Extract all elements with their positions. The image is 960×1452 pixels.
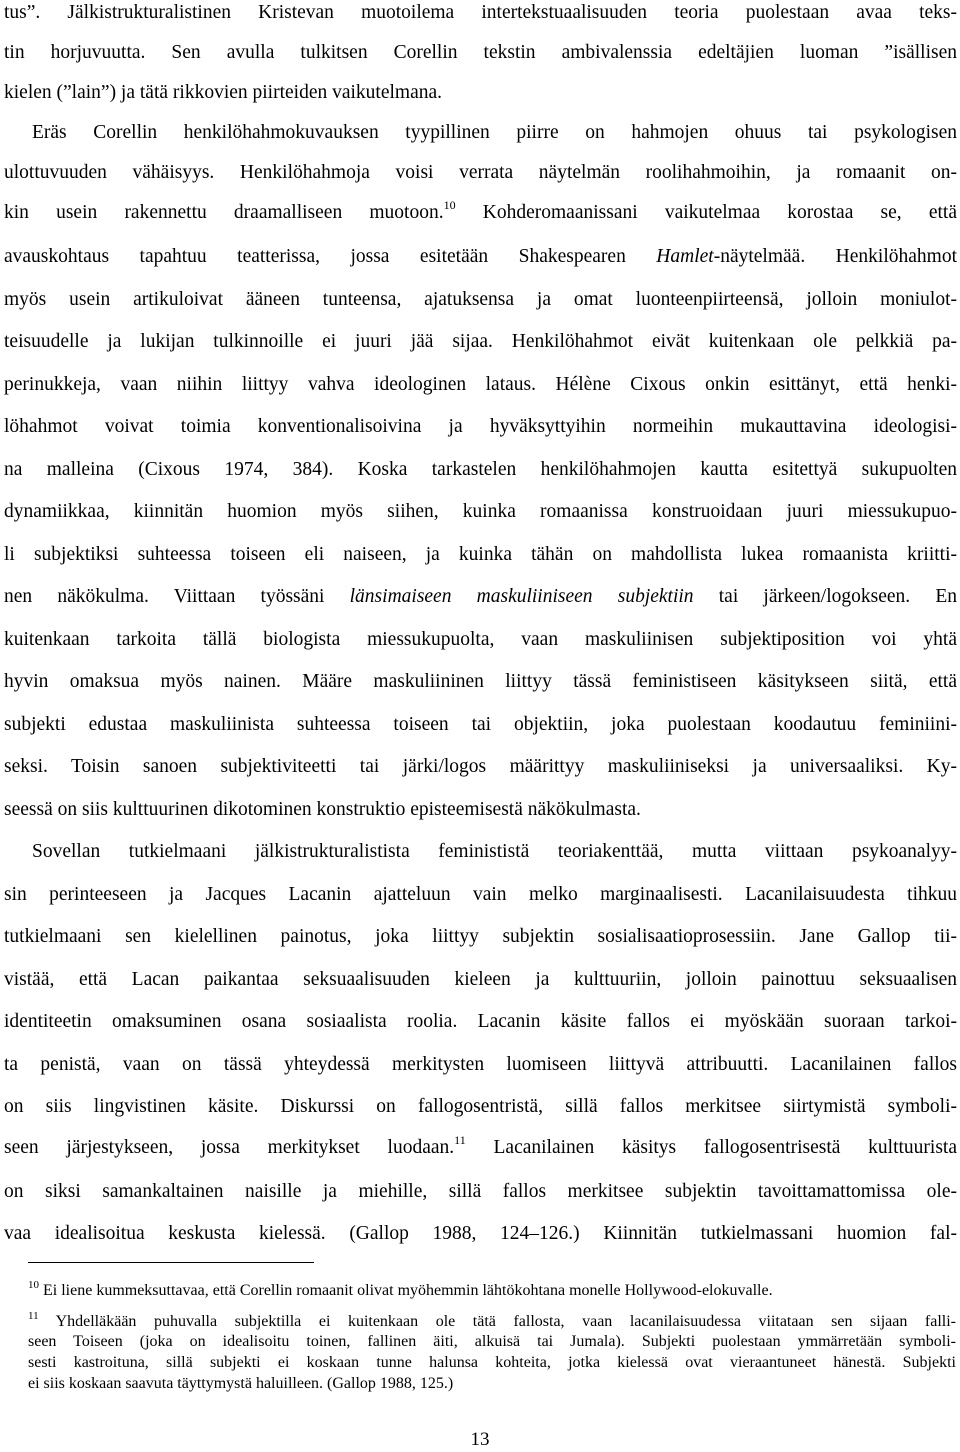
footnote-11-line: seen Toiseen (joka on idealisoitu toinen, fallinen äiti, alkuisä tai Jumala). Subjekti puolestaan ymmärretään symboli- <box>28 1333 956 1350</box>
text-line: perinukkeja, vaan niihin liittyy vahva ideologinen lataus. Hélène Cixous onkin esittänyt, että henki- <box>4 374 957 395</box>
footnote-11-line <box>28 1311 956 1332</box>
text-line: seessä on siis kulttuurinen dikotominen konstruktio episteemisestä näkökulmasta. <box>4 799 641 820</box>
text-line: teisuudelle ja lukijan tulkinnoille ei juuri jää sijaa. Henkilöhahmot eivät kuitenkaan ole pelkkiä pa- <box>4 331 957 352</box>
text-line: dynamiikkaa, kiinnitän huomion myös siihen, kuinka romaanissa konstruoidaan juuri miessukupuo- <box>4 501 957 522</box>
footnote-divider <box>28 1262 314 1263</box>
text-line: sin perinteeseen ja Jacques Lacanin ajatteluun vain melko marginaalisesti. Lacanilaisuudesta tihkuu <box>4 884 957 905</box>
text-segment: Lacanilainen käsitys fallogosentrisestä kulttuurista <box>493 1137 958 1158</box>
text-line: ta penistä, vaan on tässä yhteydessä merkitysten luomiseen liittyvä attribuutti. Lacanilainen fallos <box>4 1054 957 1075</box>
text-line: subjekti edustaa maskuliinista suhteessa toiseen tai objektiin, joka puolestaan koodautuu feminiini- <box>4 714 957 735</box>
text-line: kielen (”lain”) ja tätä rikkovien piirteiden vaikutelmana. <box>4 82 443 103</box>
text-line: na malleina (Cixous 1974, 384). Koska tarkastelen henkilöhahmojen kautta esitettyä sukupuolten <box>4 459 957 480</box>
text-line <box>4 1135 957 1160</box>
text-line: vistää, että Lacan paikantaa seksuaalisuuden kieleen ja kulttuuriin, jolloin painottuu seksuaalisen <box>4 969 957 990</box>
text-line: kuitenkaan tarkoita tällä biologista miessukupuolta, vaan maskuliinisen subjektiposition voi yhtä <box>4 629 957 650</box>
footnote-mark: 10 <box>28 1279 39 1291</box>
text-segment: seen järjestykseen, jossa merkitykset luodaan. <box>4 1137 455 1158</box>
text-segment: avauskohtaus tapahtuu teatterissa, jossa esitetään Shakespearen <box>4 246 657 267</box>
italic-term: länsimaiseen maskuliiniseen subjektiin <box>349 586 694 607</box>
text-segment: tai järkeen/logokseen. En <box>718 586 958 607</box>
text-line: tin horjuvuutta. Sen avulla tulkitsen Corellin tekstin ambivalenssia edeltäjien luoman ”isällisen <box>4 42 957 63</box>
text-line: tutkielmaani sen kielellinen painotus, joka liittyy subjektin sosialisaatioprosessiin. Jane Gallop tii- <box>4 926 957 947</box>
text-line: on siis lingvistinen käsite. Diskurssi on fallogosentristä, sillä fallos merkitsee siirtymistä symboli- <box>4 1096 957 1117</box>
text-segment: Kohderomaanissani vaikutelmaa korostaa se, että <box>482 202 957 223</box>
footnote-text: Yhdelläkään puhuvalla subjektilla ei kuitenkaan ole tätä fallosta, vaan lacanilaisuudessa viitataan sen sijaan falli- <box>55 1313 956 1330</box>
footnote-mark: 11 <box>28 1310 39 1322</box>
text-line: identiteetin omaksuminen osana sosiaalista roolia. Lacanin käsite fallos ei myöskään suoraan tarkoi- <box>4 1011 957 1032</box>
text-line: vaa idealisoitua keskusta kielessä. (Gallop 1988, 124–126.) Kiinnitän tutkielmassani huomion fal- <box>4 1223 957 1244</box>
text-line: seksi. Toisin sanoen subjektiviteetti tai järki/logos määrittyy maskuliiniseksi ja universaaliksi. Ky- <box>4 756 957 777</box>
text-segment: -näytelmää. Henkilöhahmot <box>713 246 957 267</box>
text-line: myös usein artikuloivat ääneen tunteensa, ajatuksensa ja omat luonteenpiirteensä, jolloin moniulot- <box>4 289 957 310</box>
text-line: li subjektiksi suhteessa toiseen eli naiseen, ja kuinka tähän on mahdollista lukea romaanista kriitti- <box>4 544 957 565</box>
text-line: hyvin omaksua myös nainen. Määre maskuliininen liittyy tässä feministiseen käsitykseen siitä, että <box>4 671 957 692</box>
text-line: Eräs Corellin henkilöhahmokuvauksen tyypillinen piirre on hahmojen ohuus tai psykologisen <box>32 122 957 143</box>
footnote-reference[interactable]: 11 <box>454 1133 466 1147</box>
page-number: 13 <box>470 1429 490 1450</box>
text-line <box>4 244 957 269</box>
text-line: on siksi samankaltainen naisille ja miehille, sillä fallos merkitsee subjektin tavoittamattomissa ole- <box>4 1181 957 1202</box>
text-segment: nen näkökulma. Viittaan työssäni <box>4 586 350 607</box>
text-segment: kin usein rakennettu draamalliseen muotoon. <box>4 202 444 223</box>
text-line: löhahmot voivat toimia konventionalisoivina ja hyväksyttyihin normeihin mukauttavina ideologisi- <box>4 416 957 437</box>
text-line <box>4 200 957 225</box>
footnote-10 <box>28 1280 956 1301</box>
footnote-text: Ei liene kummeksuttavaa, että Corellin romaanit olivat myöhemmin lähtökohtana monelle Hollywood-elokuvalle. <box>43 1282 773 1299</box>
footnote-reference[interactable]: 10 <box>443 198 456 212</box>
footnote-11-line: sesti kastroituna, sillä subjekti ei koskaan tunne halunsa kohteita, jotka kielessä ovat vieraantuneet hänestä. Subjekti <box>28 1354 956 1371</box>
footnote-11-line: ei siis koskaan saavuta täyttymystä haluilleen. (Gallop 1988, 125.) <box>28 1375 454 1392</box>
text-line: tus”. Jälkistrukturalistinen Kristevan muotoilema intertekstuaalisuuden teoria puolestaan avaa teks- <box>4 2 957 23</box>
italic-title: Hamlet <box>656 246 714 267</box>
text-line: Sovellan tutkielmaani jälkistrukturalistista feminististä teoriakenttää, mutta viittaan psykoanalyy- <box>32 841 957 862</box>
text-line <box>4 584 957 609</box>
text-line: ulottuvuuden vähäisyys. Henkilöhahmoja voisi verrata näytelmän roolihahmoihin, ja romaanit on- <box>4 162 957 183</box>
